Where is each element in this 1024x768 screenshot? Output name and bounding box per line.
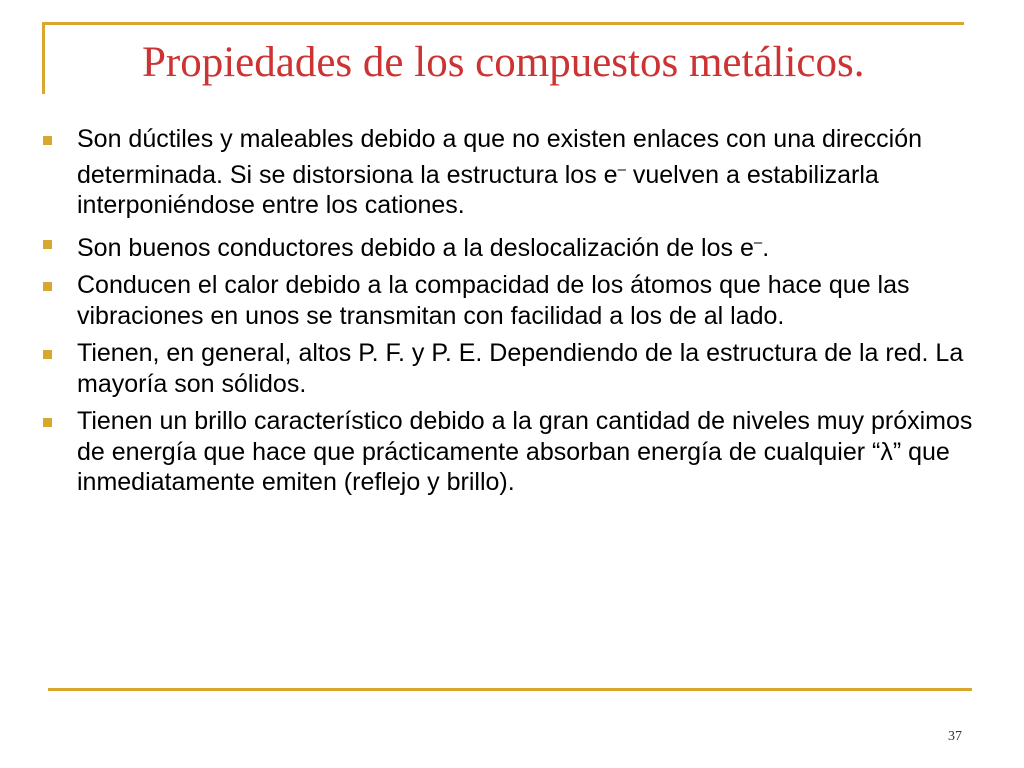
slide-title: Propiedades de los compuestos metálicos. bbox=[142, 39, 865, 86]
square-bullet-icon bbox=[43, 350, 52, 359]
square-bullet-icon bbox=[43, 418, 52, 427]
bullet-text-continued: vuelven a estabilizarla interponiéndose entre los cationes. bbox=[77, 160, 879, 219]
bullet-text: Conducen el calor debido a la compacidad de los átomos que hace que las vibraciones en unos se transmitan con facilidad a los de al lado. bbox=[77, 271, 910, 330]
superscript-minus: – bbox=[617, 160, 626, 178]
top-rule bbox=[42, 22, 964, 25]
left-rule bbox=[42, 22, 45, 94]
bullet-item bbox=[40, 228, 980, 264]
bullet-item bbox=[40, 338, 980, 399]
bullet-text: Son buenos conductores debido a la deslocalización de los e bbox=[77, 233, 754, 262]
bullet-text-continued: . bbox=[762, 233, 770, 262]
bullet-text: Tienen, en general, altos P. F. y P. E. Dependiendo de la estructura de la red. La mayoría son sólidos. bbox=[77, 339, 964, 398]
bottom-rule bbox=[48, 688, 972, 691]
square-bullet-icon bbox=[43, 282, 52, 291]
bullet-item bbox=[40, 124, 980, 221]
superscript-minus: – bbox=[753, 233, 763, 251]
bullet-list bbox=[40, 124, 980, 505]
square-bullet-icon bbox=[43, 240, 52, 249]
bullet-text: Tienen un brillo característico debido a la gran cantidad de niveles muy próximos de energía que hace que prácticamente absorban energía de cualquier “λ” que inmediatamente emiten (reflejo y brillo). bbox=[77, 407, 973, 496]
page-number: 37 bbox=[948, 729, 962, 744]
square-bullet-icon bbox=[43, 136, 52, 145]
bullet-item bbox=[40, 270, 980, 331]
bullet-text: Son dúctiles y maleables debido a que no existen enlaces con una dirección determinada. Si se distorsiona la estructura los e bbox=[77, 125, 922, 189]
bullet-item bbox=[40, 406, 980, 498]
